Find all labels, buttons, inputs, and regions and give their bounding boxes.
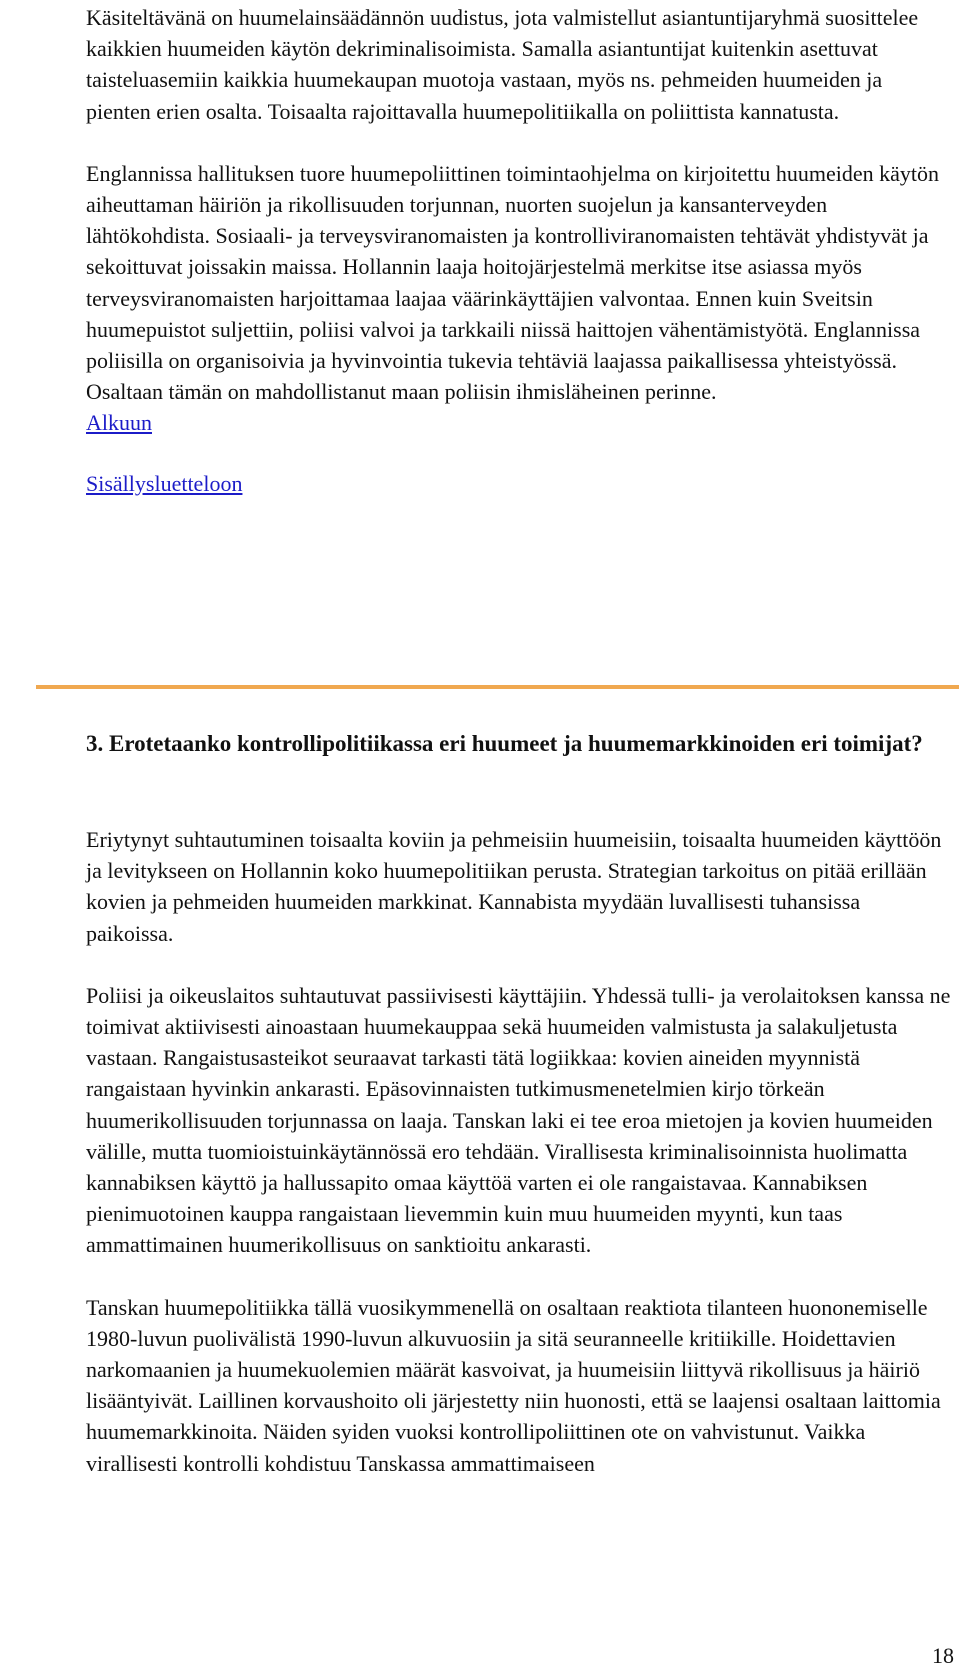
section-3 [86,824,952,1479]
paragraph: Käsiteltävänä on huumelainsäädännön uudistus, jota valmistellut asiantuntijaryhmä suosittelee kaikkien huumeiden käytön dekriminalisoimista. Samalla asiantuntijat kuitenkin asettuvat taisteluasemiin kaikkia huumekaupan muotoja vastaan, myös ns. pehmeiden huumeiden ja pienten erien osalta. Toisaalta rajoittavalla huumepolitiikalla on poliittista kannatusta. [86,5,919,124]
table-of-contents-link-wrap [86,468,952,499]
page-number: 18 [932,1643,954,1668]
section-heading: 3. Erotetaanko kontrollipolitiikassa eri huumeet ja huumemarkkinoiden eri toimijat? [86,731,923,756]
back-to-top-link-wrap [86,407,952,438]
paragraph: Tanskan huumepolitiikka tällä vuosikymmenellä on osaltaan reaktiota tilanteen huononemiselle 1980-luvun puolivälistä 1990-luvun alkuvuosiin ja sitä seuranneelle kritiikille. Hoidettavien narkomaanien ja huumekuolemien määrät kasvoivat, ja huumeisiin liittyvä rikollisuus ja häiriö lisääntyivät. Laillinen korvaushoito oli järjestetty niin huonosti, että se laajensi osaltaan laittomia huumemarkkinoita. Näiden syiden vuoksi kontrollipoliittinen ote on vahvistunut. Vaikka virallisesti kontrolli kohdistuu Tanskassa ammattimaiseen [86,1294,941,1476]
table-of-contents-link[interactable]: Sisällysluetteloon [86,470,243,496]
paragraph: Englannissa hallituksen tuore huumepoliittinen toimintaohjelma on kirjoitettu huumeiden käytön aiheuttaman häiriön ja rikollisuuden torjunnan, nuorten suojelun ja kansanterveyden lähtökohdista. Sosiaali- ja terveysviranomaisten ja kontrolliviranomaisten tehtävät yhdistyvät ja sekoittuvat joissakin maissa. Hollannin laaja hoitojärjestelmä merkitse itse asiassa myös terveysviranomaisten harjoittamaa laajaa väärinkäyttäjien valvontaa. Ennen kuin Sveitsin huumepuistot suljettiin, poliisi valvoi ja tarkkaili niissä haittojen vähentämistyötä. Englannissa poliisilla on organisoivia ja hyvinvointia tukevia tehtäviä laajassa paikallisessa yhteistyössä. Osaltaan tämän on mahdollistanut maan poliisin ihmisläheinen perinne. [86,160,939,405]
section-divider [36,685,959,689]
section-1 [86,0,952,499]
paragraph: Poliisi ja oikeuslaitos suhtautuvat passiivisesti käyttäjiin. Yhdessä tulli- ja verolaitoksen kanssa ne toimivat aktiivisesti ainoastaan huumekauppaa sekä huumeiden valmistusta ja salakuljetusta vastaan. Rangaistusasteikot seuraavat tarkasti tätä logiikkaa: kovien aineiden myynnistä rangaistaan hyvinkin ankarasti. Epäsovinnaisten tutkimusmenetelmien kirjo törkeän huumerikollisuuden torjunnassa on laaja. Tanskan laki ei tee eroa mietojen ja kovien huumeiden välille, mutta tuomioistuinkäytännössä ero tehdään. Virallisesta kriminalisoinnista huolimatta kannabiksen käyttö ja hallussapito omaa käyttöä varten ei ole rangaistavaa. Kannabiksen pienimuotoinen kauppa rangaistaan lievemmin kuin muu huumeiden myynti, kun taas ammattimainen huumerikollisuus on sanktioitu ankarasti. [86,982,951,1258]
back-to-top-link[interactable]: Alkuun [86,410,152,436]
paragraph: Eriytynyt suhtautuminen toisaalta koviin ja pehmeisiin huumeisiin, toisaalta huumeiden käyttöön ja levitykseen on Hollannin koko huumepolitiikan perusta. Strategian tarkoitus on pitää erillään kovien ja pehmeiden huumeiden markkinat. Kannabista myydään luvallisesti tuhansissa paikoissa. [86,827,942,946]
